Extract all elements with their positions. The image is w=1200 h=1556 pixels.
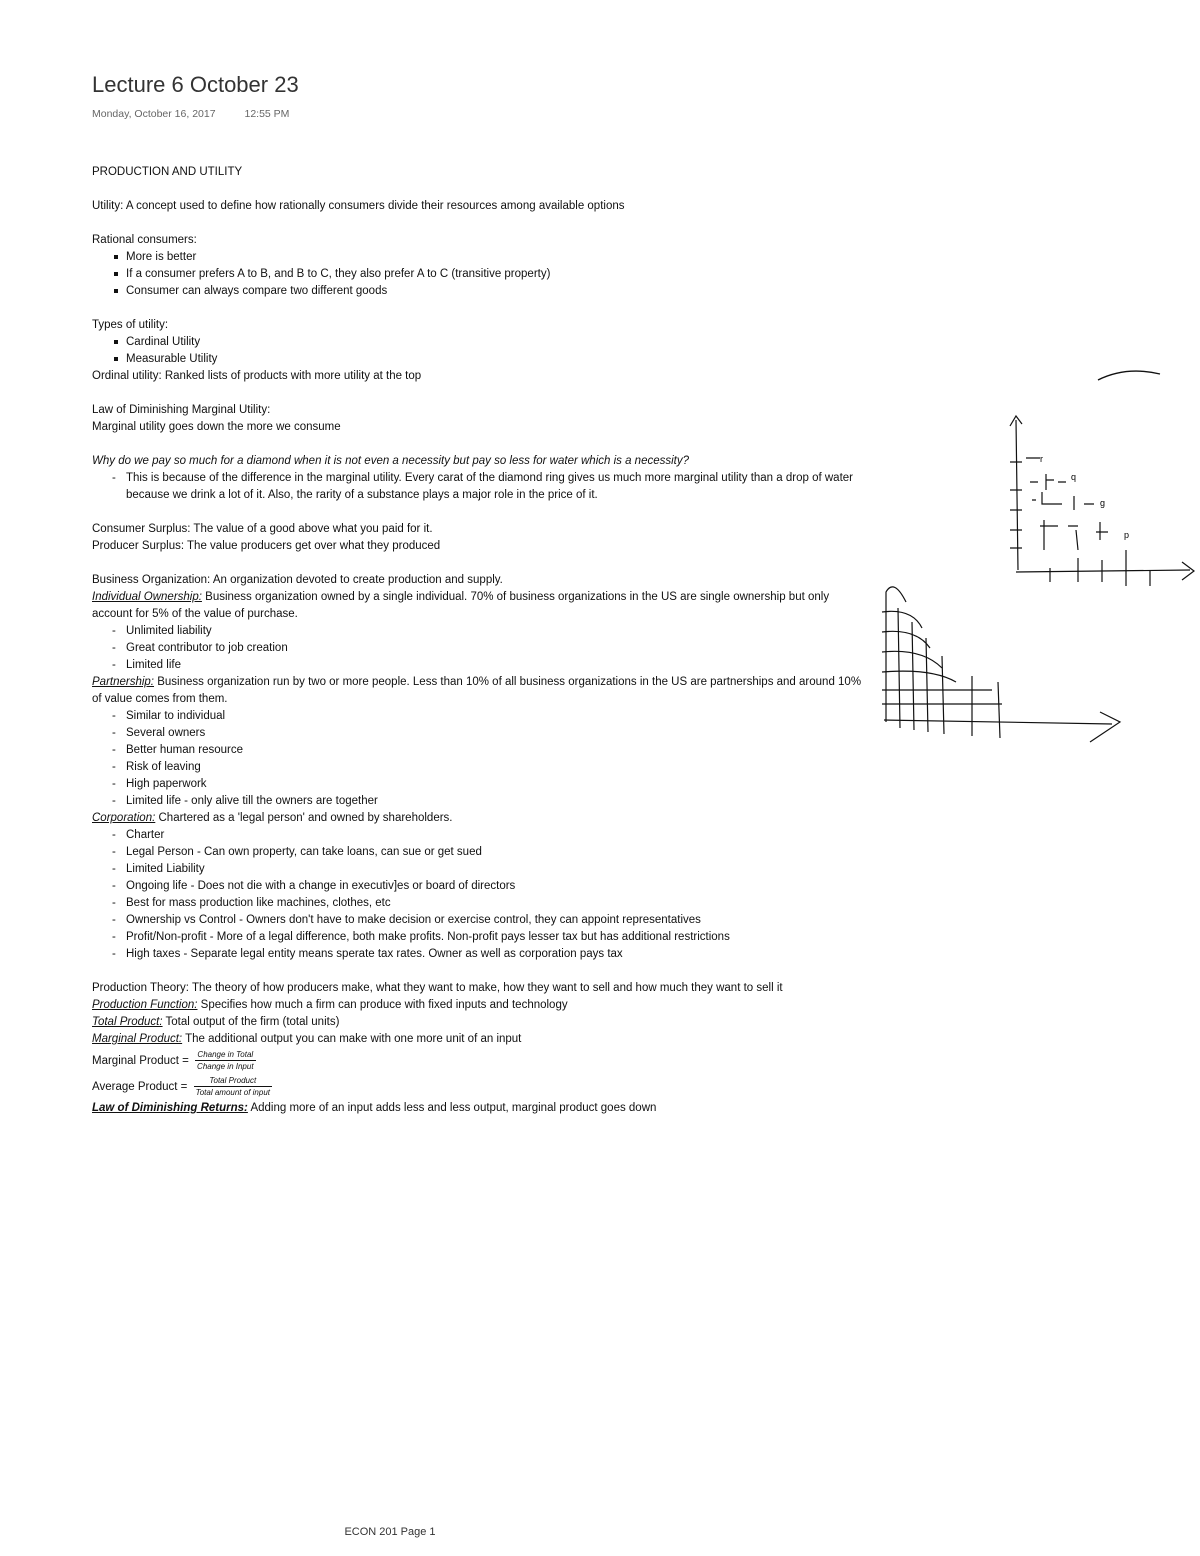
list-item: - Similar to individual [92, 708, 862, 725]
marginal-product [92, 1031, 862, 1048]
sketch-point-label: r [1040, 454, 1043, 464]
term: Total Product: [92, 1016, 163, 1028]
fraction [195, 1050, 256, 1071]
sketch-utility-graph [1000, 410, 1200, 590]
ordinal-utility: Ordinal utility: Ranked lists of products with more utility at the top [92, 370, 422, 382]
term: Production Function: [92, 999, 198, 1011]
list-item: - Better human resource [92, 742, 862, 759]
list-item: - High taxes - Separate legal entity means sperate tax rates. Owner as well as corporation pays tax [92, 946, 862, 963]
numerator: Change in Total [195, 1050, 256, 1061]
list-item: - Several owners [92, 725, 862, 742]
list-item: - Limited Liability [92, 861, 862, 878]
rational-label: Rational consumers: [92, 234, 197, 246]
marginal-product-formula [92, 1048, 862, 1074]
corporation-list [92, 827, 862, 963]
denominator: Change in Input [197, 1062, 254, 1072]
formula-label: Marginal Product = [92, 1055, 193, 1067]
list-item: - Ongoing life - Does not die with a change in executiv]es or board of directors [92, 878, 862, 895]
total-product [92, 1014, 862, 1031]
sketch-point-label: p [1124, 530, 1130, 540]
list-item: - Best for mass production like machines, clothes, etc [92, 895, 862, 912]
term: Partnership: [92, 676, 155, 688]
fraction [194, 1076, 272, 1097]
note-body [92, 164, 862, 1117]
list-item: - Profit/Non-profit - More of a legal difference, both make profits. Non-profit pays lesser tax but has additional restrictions [92, 929, 862, 946]
partnership [92, 674, 862, 708]
page-time: 12:55 PM [244, 108, 290, 120]
sketch-point-label: g [1100, 498, 1106, 508]
definition: Total output of the firm (total units) [162, 1016, 340, 1028]
sketch-point-label: q [1071, 472, 1077, 482]
average-product-formula [92, 1074, 862, 1100]
list-item: More is better [92, 249, 862, 266]
list-item: - Great contributor to job creation [92, 640, 862, 657]
page-title: Lecture 6 October 23 [92, 72, 299, 97]
page-meta [92, 108, 289, 120]
business-org: Business Organization: An organization devoted to create production and supply. [92, 574, 503, 586]
production-theory: Production Theory: The theory of how producers make, what they want to make, how they want to sell and how much they want to sell it [92, 982, 783, 994]
types-label: Types of utility: [92, 319, 169, 331]
formula-label: Average Product = [92, 1081, 191, 1093]
production-function [92, 997, 862, 1014]
list-item: - This is because of the difference in the marginal utility. Every carat of the diamond ring gives us much more marginal utility than a drop of water because we drink a lot of it. Also, the rarity of a substance plays a major role in the price of it. [92, 470, 862, 504]
law-dmu-label: Law of Diminishing Marginal Utility: [92, 404, 271, 416]
term: Law of Diminishing Returns: [92, 1102, 248, 1114]
list-item: - Risk of leaving [92, 759, 862, 776]
term: Individual Ownership: [92, 591, 202, 603]
diamond-question: Why do we pay so much for a diamond when it is not even a necessity but pay so less for water which is a necessity? [92, 455, 690, 467]
sketch-arc [1090, 362, 1170, 386]
denominator: Total amount of input [195, 1088, 270, 1098]
rational-list [92, 249, 862, 300]
section-heading: PRODUCTION AND UTILITY [92, 166, 243, 178]
list-item: Cardinal Utility [92, 334, 862, 351]
law-diminishing-returns [92, 1100, 862, 1117]
page-footer: ECON 201 Page 1 [344, 1526, 436, 1538]
list-item: - Limited life [92, 657, 862, 674]
definition: Adding more of an input adds less and less output, marginal product goes down [247, 1102, 657, 1114]
list-item: Measurable Utility [92, 351, 862, 368]
list-item: - Limited life - only alive till the owners are together [92, 793, 862, 810]
term: Marginal Product: [92, 1033, 183, 1045]
list-item: - Charter [92, 827, 862, 844]
sketch-production-graph [872, 572, 1130, 748]
corporation [92, 810, 862, 827]
definition: Chartered as a 'legal person' and owned by shareholders. [155, 812, 453, 824]
list-item: - Unlimited liability [92, 623, 862, 640]
utility-definition: Utility: A concept used to define how rationally consumers divide their resources among available options [92, 200, 625, 212]
list-item: - Ownership vs Control - Owners don't have to make decision or exercise control, they can appoint representatives [92, 912, 862, 929]
term: Corporation: [92, 812, 156, 824]
partnership-list [92, 708, 862, 810]
definition: Business organization run by two or more people. Less than 10% of all business organizations in the US are partnerships and around 10% of value comes from them. [92, 676, 862, 705]
numerator: Total Product [194, 1076, 272, 1087]
producer-surplus: Producer Surplus: The value producers get over what they produced [92, 540, 441, 552]
page-date: Monday, October 16, 2017 [92, 108, 216, 120]
definition: Specifies how much a firm can produce with fixed inputs and technology [197, 999, 568, 1011]
list-item: - High paperwork [92, 776, 862, 793]
types-list [92, 334, 862, 368]
answer-list [92, 470, 862, 504]
consumer-surplus: Consumer Surplus: The value of a good above what you paid for it. [92, 523, 433, 535]
law-dmu-text: Marginal utility goes down the more we consume [92, 421, 341, 433]
definition: Business organization owned by a single individual. 70% of business organizations in the US are single ownership but only account for 5% of the value of purchase. [92, 591, 830, 620]
list-item: - Legal Person - Can own property, can take loans, can sue or get sued [92, 844, 862, 861]
individual-ownership [92, 589, 862, 623]
individual-list [92, 623, 862, 674]
list-item: If a consumer prefers A to B, and B to C, they also prefer A to C (transitive property) [92, 266, 862, 283]
list-item: Consumer can always compare two different goods [92, 283, 862, 300]
definition: The additional output you can make with one more unit of an input [182, 1033, 522, 1045]
